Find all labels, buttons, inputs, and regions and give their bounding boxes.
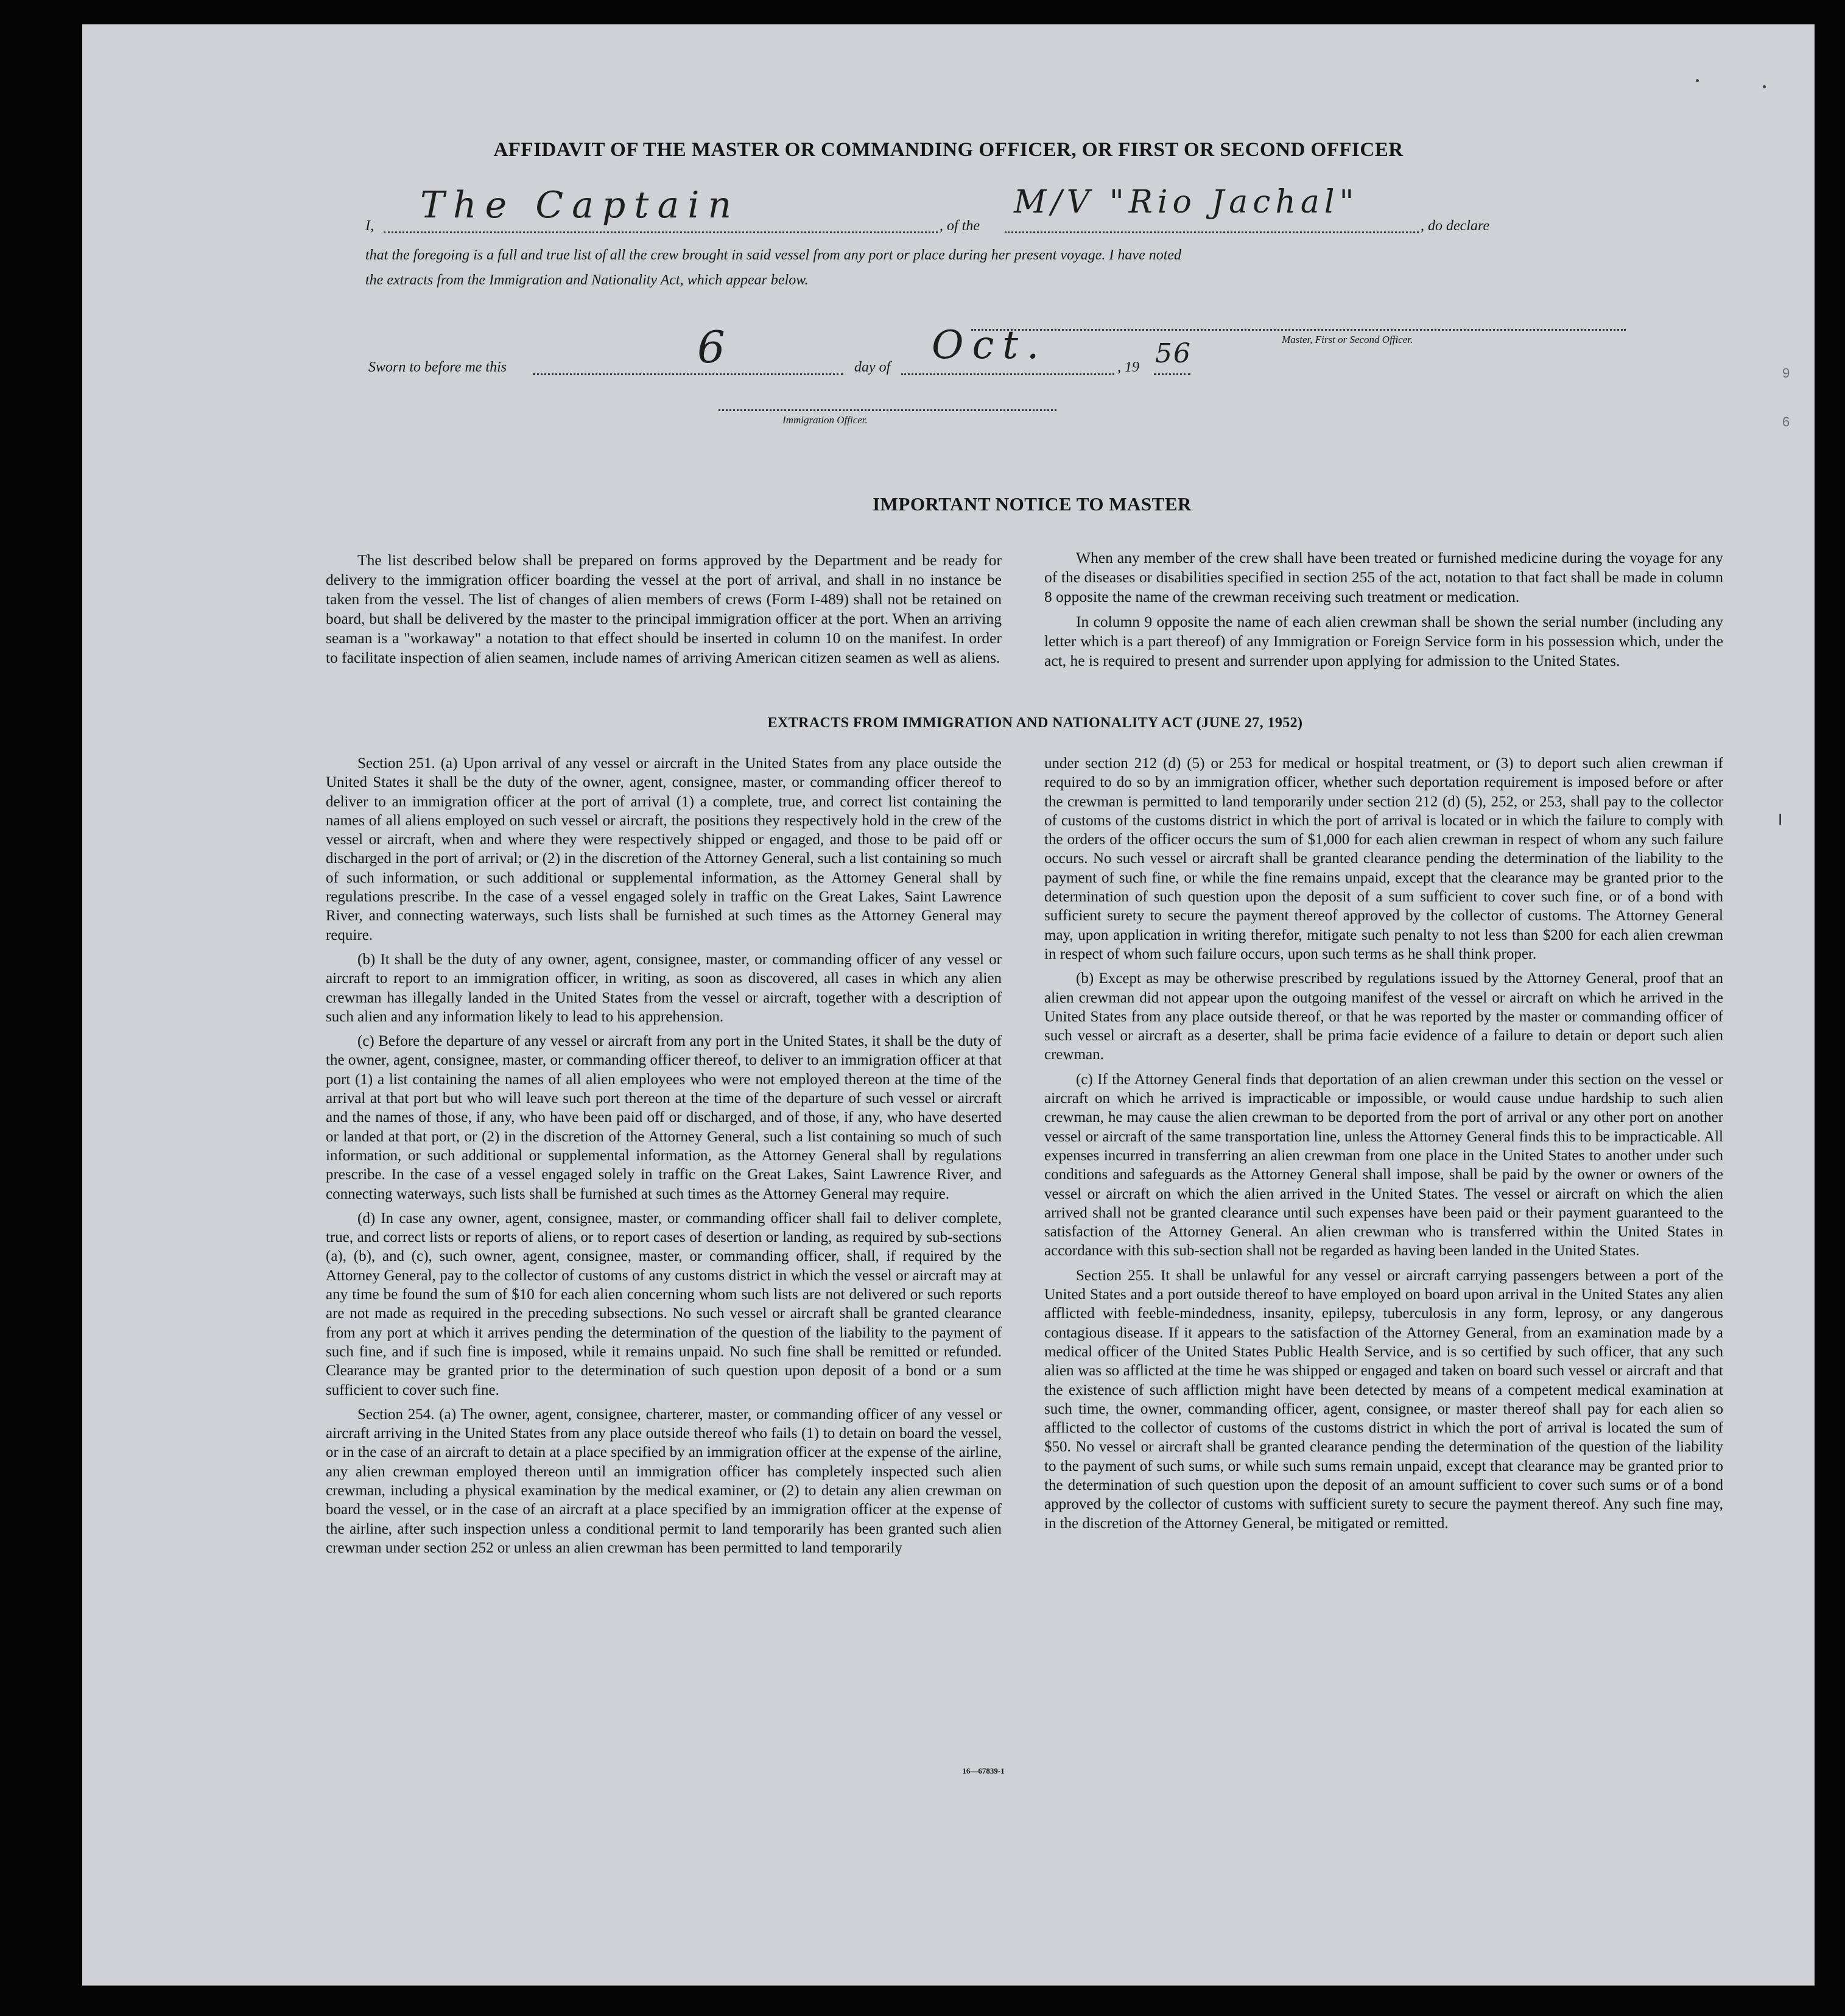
sworn-day-line xyxy=(533,373,843,375)
affidavit-statement-line: that the foregoing is a full and true list of all the crew brought in said vessel from any port or place during her present voyage. I have noted xyxy=(365,247,1182,263)
day-of-label: day of xyxy=(854,359,891,375)
vessel-handwriting: M/V "Rio Jachal" xyxy=(1014,184,1359,220)
declarant-dotted-line xyxy=(384,231,938,233)
document-page xyxy=(82,24,1815,1986)
paragraph: In column 9 opposite the name of each alien crewman shall be shown the serial number (including any letter which is a part thereof) of any Immigration or Foreign Service form in his possession which, under the act, he is required to present and surrender upon applying for admission to the United States. xyxy=(1044,613,1723,669)
paragraph: (c) If the Attorney General finds that deportation of an alien crewman under this section on the vessel or aircraft on which he arrived is impracticable or impossible, or would cause undue hardship to such alien crewman, he may cause the alien crewman to be deported from the port of arrival or any other port on another vessel or aircraft of the same transportation line, unless the Attorney General finds this to be impracticable. All expenses incurred in transferring an alien crewman from one place in the United States to another under such conditions and safeguards as the Attorney General shall impose, shall be paid by the owner or owners of the vessel or aircraft on which the alien arrived in the United States. The vessel or aircraft on which the alien arrived shall not be granted clearance until such expenses have been paid or their payment guaranteed to the satisfaction of the Attorney General. An alien crewman who is transferred within the United States in accordance with this sub-section shall not be regarded as having been landed in the United States. xyxy=(1044,1071,1723,1260)
form-code: 16—67839-1 xyxy=(962,1766,1005,1775)
master-signature-line xyxy=(971,329,1626,331)
extracts-left-column xyxy=(326,754,1002,1563)
affidavit-of-the-label: , of the xyxy=(940,218,980,234)
extracts-title: EXTRACTS FROM IMMIGRATION AND NATIONALITY ACT (JUNE 27, 1952) xyxy=(767,715,1303,731)
sworn-label: Sworn to before me this xyxy=(368,359,507,375)
paragraph: Section 251. (a) Upon arrival of any vessel or aircraft in the United States from any place outside the United States it shall be the duty of the owner, agent, consignee, master, or commanding officer thereof to deliver to an immigration officer at the port of arrival (1) a complete, true, and correct list containing the names of all aliens employed on such vessel or aircraft, the positions they respectively hold in the crew of the vessel or aircraft, when and where they were respectively shipped or engaged, and those to be paid off or discharged in the port of arrival; or (2) in the discretion of the Attorney General, such a list containing so much of such information, or such additional or supplemental information, as the Attorney General shall by regulations prescribe. In the case of a vessel engaged solely in traffic on the Great Lakes, Saint Lawrence River, and connecting waterways, such lists shall be furnished at such times as the Attorney General may require. xyxy=(326,755,1002,943)
paragraph: (c) Before the departure of any vessel or aircraft from any port in the United States, it shall be the duty of the owner, agent, consignee, master, or commanding officer thereof, to deliver to an immigration officer at that port (1) a list containing the names of all alien employees who were not employed thereon at the time of the arrival at that port but who will leave such port thereon at the time of the departure of such vessel or aircraft and the names of those, if any, who have been paid off or discharged, and of those, if any, who have deserted or landed at that port, or (2) in the discretion of the Attorney General, such a list containing so much of such information, or such additional or supplemental information, as the Attorney General shall by regulations prescribe. In the case of a vessel engaged solely in traffic on the Great Lakes, Saint Lawrence River, and connecting waterways, such lists shall be furnished at such times as the Attorney General may require. xyxy=(326,1033,1002,1202)
paragraph: (d) In case any owner, agent, consignee, master, or commanding officer shall fail to deliver complete, true, and correct lists or reports of aliens, or to report cases of desertion or landing, as required by sub-sections (a), (b), and (c), such owner, agent, consignee, master, or commanding officer, shall, if required by the Attorney General, pay to the collector of customs of any customs district in which the vessel or aircraft may at any time be found the sum of $10 for each alien concerning whom such lists are not delivered or such reports are not made as required in the preceding subsections. No such vessel or aircraft shall be granted clearance from any port at which it arrives pending the determination of the question of the liability to the payment of such fine, and if such fine is imposed, while it remains unpaid. No such fine shall be remitted or refunded. Clearance may be granted prior to the determination of such question upon deposit of a bond or a sum sufficient to cover such fine. xyxy=(326,1210,1002,1398)
affidavit-title: AFFIDAVIT OF THE MASTER OR COMMANDING OFFICER, OR FIRST OR SECOND OFFICER xyxy=(493,139,1404,161)
bleed-through-mark: 9 xyxy=(1782,365,1790,381)
paragraph: under section 212 (d) (5) or 253 for medical or hospital treatment, or (3) to deport such alien crewman if required to do so by an immigration officer, whether such deportation requirement is imposed before or after the crewman is permitted to land temporarily under section 212 (d) (5), 252, or 253, shall pay to the collector of customs of the customs district in which the port of arrival is located or in which the failure to comply with the orders of the officer occurs the sum of $1,000 for each alien crewman in respect of whom any such failure occurs. No such vessel or aircraft shall be granted clearance pending the determination of the liability to the payment of such fine, or while the fine remains unpaid, except that the clearance may be granted prior to the determination of such question upon the deposit of a sum sufficient to cover such fine, or of a bond with sufficient surety to secure the payment thereof approved by the collector of customs. The Attorney General may, upon application in writing therefor, mitigate such penalty to not less than $200 for each alien crewman in respect of whom such failure occurs, upon such terms as he shall think proper. xyxy=(1044,755,1723,962)
sworn-month-handwriting: Oct. xyxy=(932,323,1048,368)
paragraph: When any member of the crew shall have been treated or furnished medicine during the voyage for any of the diseases or disabilities specified in section 255 of the act, notation to that fact shall be made in column 8 opposite the name of the crewman receiving such treatment or medication. xyxy=(1044,549,1723,605)
sworn-month-line xyxy=(901,373,1114,375)
speck xyxy=(1763,85,1766,88)
sworn-year-handwriting: 56 xyxy=(1155,338,1192,369)
year-prefix-label: , 19 xyxy=(1117,359,1139,375)
notice-right-column xyxy=(1044,548,1723,676)
bleed-through-mark: I xyxy=(1778,810,1783,828)
immigration-officer-line xyxy=(719,409,1056,411)
paragraph: (b) Except as may be otherwise prescribed by regulations issued by the Attorney General, proof that an alien crewman did not appear upon the outgoing manifest of the vessel or aircraft on which he arrived in the United States from any place outside thereof, or that he was reported by the master or commanding officer of such vessel or aircraft as a deserter, shall be prima facie evidence of a failure to detain or deport such alien crewman. xyxy=(1044,970,1723,1063)
paragraph: The list described below shall be prepared on forms approved by the Department and be ready for delivery to the immigration officer boarding the vessel at the port of arrival, and shall in no instance be taken from the vessel. The list of changes of alien members of crews (Form I-489) shall not be retained on board, but shall be delivered by the master to the principal immigration officer at the port. When an arriving seaman is a "workaway" a notation to that effect should be inserted in column 10 on the manifest. In order to facilitate inspection of alien seamen, include names of arriving American citizen seamen as well as aliens. xyxy=(326,551,1002,666)
sworn-day-handwriting: 6 xyxy=(697,322,734,373)
notice-left-column xyxy=(326,551,1002,673)
affidavit-i-label: I, xyxy=(365,218,374,234)
affidavit-statement-line: the extracts from the Immigration and Nationality Act, which appear below. xyxy=(365,272,809,288)
affidavit-do-declare-label: , do declare xyxy=(1421,218,1490,234)
master-signature-caption: Master, First or Second Officer. xyxy=(1282,334,1413,345)
paragraph: Section 255. It shall be unlawful for any vessel or aircraft carrying passengers between a port of the United States and a port outside thereof to have employed on board upon arrival in the United States any alien afflicted with feeble-mindedness, insanity, epilepsy, tuberculosis in any form, leprosy, or any dangerous contagious disease. If it appears to the satisfaction of the Attorney General, from an examination made by a medical officer of the United States Public Health Service, and is so certified by such officer, that any such alien was so afflicted at the time he was shipped or engaged and taken on board such vessel or aircraft and that the existence of such affliction might have been detected by means of a competent medical examination at such time, the owner, commanding officer, agent, consignee, or master thereof shall pay for each alien so afflicted to the collector of customs of the customs district in which the port of arrival is located the sum of $50. No vessel or aircraft shall be granted clearance pending the determination of the question of the liability to the payment of such sums, or while such sums remain unpaid, except that clearance may be granted prior to the determination of such question upon the deposit of an amount sufficient to cover such sums or of a bond approved by the collector of customs with sufficient surety to secure the payment thereof. Any such fine may, in the discretion of the Attorney General, be mitigated or remitted. xyxy=(1044,1267,1723,1532)
speck xyxy=(1696,79,1699,82)
extracts-right-column xyxy=(1044,754,1723,1538)
paragraph: (b) It shall be the duty of any owner, agent, consignee, master, or commanding officer of any vessel or aircraft to report to an immigration officer, in writing, as soon as discovered, all cases in which any alien crewman has illegally landed in the United States from the vessel or aircraft, together with a description of such alien and any information likely to lead to his apprehension. xyxy=(326,951,1002,1025)
paragraph: Section 254. (a) The owner, agent, consignee, charterer, master, or commanding officer of any vessel or aircraft arriving in the United States from any place outside thereof who fails (1) to detain on board the vessel, or in the case of an aircraft to detain at a place specified by an immigration officer at the expense of the airline, any alien crewman employed thereon until an immigration officer has completely inspected such alien crewman, including a physical examination by the medical examiner, or (2) to detain any alien crewman on board the vessel, or in the case of an aircraft at a place specified by an immigration officer at the expense of the airline, after such inspection unless a conditional permit to land temporarily has been granted such alien crewman under section 252 or unless an alien crewman has been permitted to land temporarily xyxy=(326,1406,1002,1556)
sworn-year-line xyxy=(1154,373,1190,375)
bleed-through-mark: 6 xyxy=(1782,414,1790,429)
vessel-dotted-line xyxy=(1005,231,1419,233)
immigration-officer-caption: Immigration Officer. xyxy=(782,414,868,426)
notice-title: IMPORTANT NOTICE TO MASTER xyxy=(873,493,1192,515)
declarant-handwriting: The Captain xyxy=(420,184,740,227)
